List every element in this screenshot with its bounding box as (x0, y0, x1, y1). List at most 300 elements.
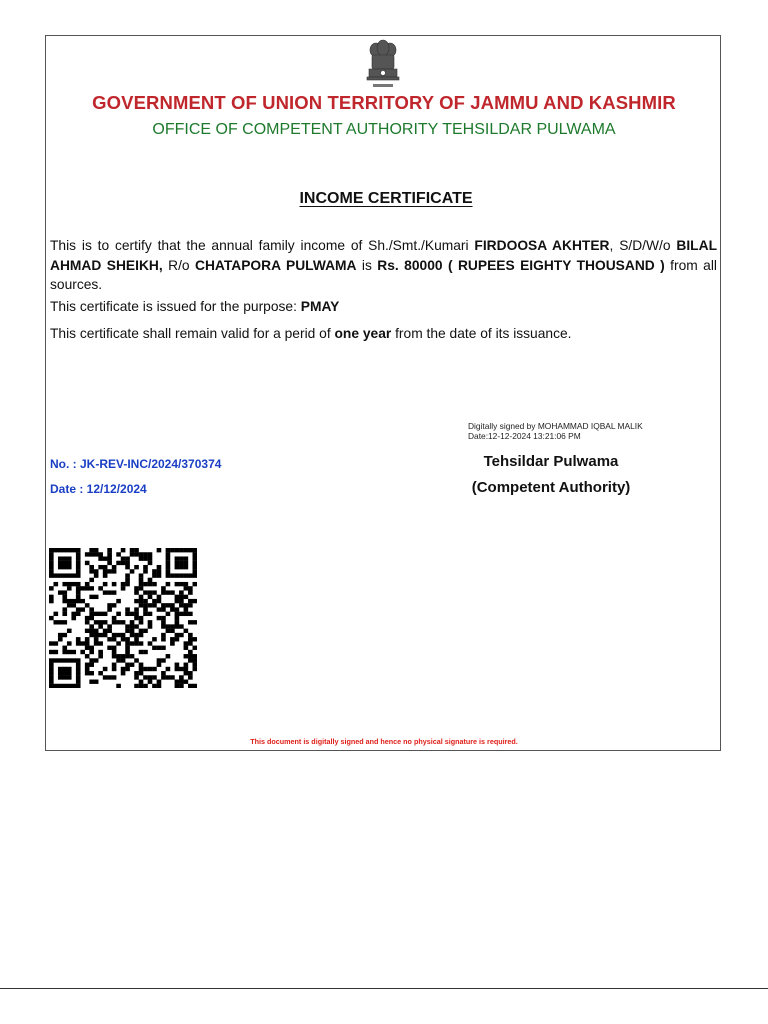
qr-module (193, 582, 197, 586)
qr-module (166, 612, 171, 616)
qr-module (188, 675, 193, 679)
qr-module (134, 624, 139, 628)
qr-module (49, 650, 54, 654)
qr-module (139, 680, 144, 684)
qr-module (193, 556, 197, 560)
qr-module (103, 590, 108, 594)
qr-module (98, 612, 103, 616)
qr-module (152, 582, 157, 586)
qr-module (157, 663, 162, 667)
qr-module (134, 612, 139, 616)
qr-module (139, 641, 144, 645)
qr-module (170, 637, 175, 641)
qr-module (116, 552, 121, 556)
qr-module (175, 680, 180, 684)
qr-module (166, 556, 171, 560)
qr-module (134, 637, 139, 641)
qr-module (121, 671, 126, 675)
qr-module (179, 565, 184, 569)
qr-module (85, 637, 90, 641)
qr-module (71, 658, 76, 662)
qr-module (139, 582, 144, 586)
qr-module (62, 595, 67, 599)
qr-module (89, 548, 94, 552)
qr-module (71, 616, 76, 620)
qr-module (121, 561, 126, 565)
qr-module (49, 552, 54, 556)
qr-module (125, 641, 130, 645)
qr-module (130, 552, 135, 556)
qr-module (94, 595, 99, 599)
qr-module (175, 561, 180, 565)
qr-module (157, 658, 162, 662)
qr-module (76, 607, 81, 611)
qr-module (107, 624, 112, 628)
qr-module (175, 637, 180, 641)
qr-module (94, 629, 99, 633)
qr-module (184, 680, 189, 684)
qr-module (85, 582, 90, 586)
qr-module (49, 561, 54, 565)
qr-module (139, 629, 144, 633)
qr-module (67, 561, 72, 565)
qr-module (89, 565, 94, 569)
qr-module (193, 573, 197, 577)
qr-module (184, 663, 189, 667)
digital-signature-block (468, 421, 643, 441)
qr-module (166, 629, 171, 633)
qr-module (188, 599, 193, 603)
qr-module (67, 603, 72, 607)
qr-module (130, 663, 135, 667)
qr-module (161, 671, 166, 675)
qr-module (49, 556, 54, 560)
qr-module (193, 654, 197, 658)
qr-module (139, 599, 144, 603)
qr-module (62, 684, 67, 688)
qr-module (49, 675, 54, 679)
qr-module (188, 658, 193, 662)
purpose: PMAY (300, 298, 340, 314)
qr-module (125, 612, 130, 616)
qr-module (161, 620, 166, 624)
qr-module (143, 599, 148, 603)
qr-module (67, 573, 72, 577)
qr-module (89, 646, 94, 650)
qr-module (125, 663, 130, 667)
qr-module (76, 548, 81, 552)
qr-module (94, 641, 99, 645)
qr-module (53, 612, 58, 616)
qr-module (58, 633, 63, 637)
certificate-title: INCOME CERTIFICATE (299, 190, 473, 207)
qr-module (175, 573, 180, 577)
qr-module (53, 620, 58, 624)
qr-module (193, 684, 197, 688)
qr-module (166, 667, 171, 671)
qr-module (62, 548, 67, 552)
qr-module (134, 548, 139, 552)
qr-module (130, 569, 135, 573)
qr-module (179, 603, 184, 607)
qr-module (143, 607, 148, 611)
qr-module (121, 582, 126, 586)
qr-module (161, 603, 166, 607)
government-title: GOVERNMENT OF UNION TERRITORY OF JAMMU AND KASHMIR (92, 92, 676, 113)
qr-module (130, 654, 135, 658)
qr-module (62, 556, 67, 560)
qr-module (143, 629, 148, 633)
qr-module (139, 684, 144, 688)
qr-module (184, 667, 189, 671)
qr-module (193, 658, 197, 662)
qr-module (89, 658, 94, 662)
qr-module (148, 556, 153, 560)
residence: CHATAPORA PULWAMA (195, 257, 357, 273)
qr-module (58, 565, 63, 569)
qr-module (89, 680, 94, 684)
qr-module (125, 573, 130, 577)
qr-module (139, 620, 144, 624)
qr-module (170, 573, 175, 577)
qr-module (179, 599, 184, 603)
qr-module (98, 671, 103, 675)
qr-module (175, 548, 180, 552)
qr-module (184, 629, 189, 633)
qr-module (188, 684, 193, 688)
qr-module (71, 612, 76, 616)
qr-module (76, 641, 81, 645)
qr-module (184, 612, 189, 616)
qr-module (161, 637, 166, 641)
qr-module (71, 548, 76, 552)
qr-module (89, 633, 94, 637)
qr-module (161, 607, 166, 611)
qr-module (116, 654, 121, 658)
qr-module (67, 641, 72, 645)
qr-module (49, 671, 54, 675)
authority-role: (Competent Authority) (471, 479, 631, 496)
qr-module (152, 667, 157, 671)
qr-module (125, 654, 130, 658)
qr-module (76, 599, 81, 603)
qr-module (148, 641, 153, 645)
qr-module (184, 548, 189, 552)
qr-module (188, 603, 193, 607)
qr-module (152, 569, 157, 573)
qr-module (103, 582, 108, 586)
qr-module (80, 641, 85, 645)
qr-module (143, 552, 148, 556)
qr-module (62, 658, 67, 662)
qr-module (130, 612, 135, 616)
qr-module (85, 671, 90, 675)
qr-module (49, 569, 54, 573)
qr-module (130, 641, 135, 645)
qr-module (175, 667, 180, 671)
qr-module (121, 620, 126, 624)
qr-module (98, 552, 103, 556)
qr-module (62, 561, 67, 565)
qr-module (98, 620, 103, 624)
qr-module (134, 586, 139, 590)
qr-module (62, 582, 67, 586)
qr-module (157, 684, 162, 688)
qr-module (148, 612, 153, 616)
qr-module (134, 565, 139, 569)
qr-module (134, 641, 139, 645)
qr-module (58, 684, 63, 688)
qr-module (139, 578, 144, 582)
qr-module (188, 637, 193, 641)
qr-module (107, 556, 112, 560)
qr-module (148, 578, 153, 582)
qr-module (85, 629, 90, 633)
qr-module (49, 680, 54, 684)
qr-module (94, 637, 99, 641)
qr-module (89, 671, 94, 675)
qr-module (161, 590, 166, 594)
qr-module (193, 646, 197, 650)
qr-module (125, 565, 130, 569)
qr-module (175, 633, 180, 637)
qr-module (161, 646, 166, 650)
qr-module (80, 607, 85, 611)
qr-module (148, 552, 153, 556)
qr-module (134, 616, 139, 620)
qr-module (125, 582, 130, 586)
qr-module (98, 556, 103, 560)
qr-module (85, 586, 90, 590)
qr-module (188, 654, 193, 658)
qr-module (107, 675, 112, 679)
qr-module (116, 684, 121, 688)
qr-module (179, 624, 184, 628)
qr-module (175, 556, 180, 560)
qr-module (130, 620, 135, 624)
qr-module (58, 637, 63, 641)
qr-module (76, 671, 81, 675)
qr-module (121, 548, 126, 552)
purpose-statement: This certificate is issued for the purpose: PMAY (50, 298, 340, 314)
qr-module (125, 561, 130, 565)
qr-module (179, 561, 184, 565)
qr-module (80, 650, 85, 654)
qr-module (94, 569, 99, 573)
qr-module (179, 675, 184, 679)
qr-module (125, 667, 130, 671)
qr-module (139, 616, 144, 620)
qr-module (170, 629, 175, 633)
qr-module (148, 603, 153, 607)
qr-module (179, 633, 184, 637)
qr-module (175, 607, 180, 611)
qr-module (112, 654, 117, 658)
qr-module (112, 667, 117, 671)
qr-module (85, 603, 90, 607)
qr-module (67, 599, 72, 603)
qr-module (67, 556, 72, 560)
qr-module (107, 607, 112, 611)
qr-module (112, 646, 117, 650)
qr-module (62, 646, 67, 650)
qr-module (184, 595, 189, 599)
qr-module (184, 603, 189, 607)
qr-module (58, 671, 63, 675)
page-bottom-rule (0, 988, 768, 989)
qr-module (175, 624, 180, 628)
qr-module (184, 607, 189, 611)
qr-module (170, 675, 175, 679)
qr-module (49, 565, 54, 569)
qr-code-icon[interactable] (49, 548, 197, 688)
qr-module (76, 565, 81, 569)
qr-module (134, 599, 139, 603)
qr-module (175, 620, 180, 624)
qr-module (188, 671, 193, 675)
qr-module (121, 633, 126, 637)
qr-module (143, 650, 148, 654)
qr-module (71, 603, 76, 607)
qr-module (143, 684, 148, 688)
qr-module (62, 620, 67, 624)
qr-module (170, 624, 175, 628)
qr-module (98, 650, 103, 654)
qr-module (67, 675, 72, 679)
qr-module (175, 663, 180, 667)
qr-module (76, 590, 81, 594)
qr-module (76, 612, 81, 616)
qr-module (166, 565, 171, 569)
qr-module (166, 590, 171, 594)
qr-module (152, 573, 157, 577)
qr-module (67, 629, 72, 633)
qr-module (89, 607, 94, 611)
qr-module (134, 633, 139, 637)
qr-module (62, 667, 67, 671)
qr-module (143, 603, 148, 607)
qr-module (184, 582, 189, 586)
qr-module (107, 552, 112, 556)
qr-module (76, 595, 81, 599)
qr-module (184, 561, 189, 565)
qr-module (175, 599, 180, 603)
authority-name: Tehsildar Pulwama (483, 453, 619, 470)
qr-module (193, 620, 197, 624)
qr-module (112, 650, 117, 654)
qr-module (58, 620, 63, 624)
qr-module (76, 561, 81, 565)
qr-module (67, 650, 72, 654)
qr-module (94, 552, 99, 556)
qr-module (103, 629, 108, 633)
qr-module (71, 582, 76, 586)
qr-module (139, 552, 144, 556)
qr-module (49, 586, 54, 590)
qr-module (62, 633, 67, 637)
qr-module (112, 616, 117, 620)
qr-module (148, 680, 153, 684)
qr-module (67, 565, 72, 569)
qr-module (112, 675, 117, 679)
qr-module (184, 586, 189, 590)
qr-module (157, 607, 162, 611)
qr-module (170, 590, 175, 594)
qr-module (49, 616, 54, 620)
qr-module (125, 629, 130, 633)
qr-module (89, 578, 94, 582)
qr-module (49, 658, 54, 662)
qr-module (53, 582, 58, 586)
qr-module (76, 675, 81, 679)
qr-module (134, 658, 139, 662)
qr-module (188, 633, 193, 637)
qr-module (184, 556, 189, 560)
digital-signature-date: Date:12-12-2024 13:21:06 PM (468, 431, 581, 441)
qr-module (49, 599, 54, 603)
qr-module (143, 590, 148, 594)
qr-module (184, 671, 189, 675)
qr-module (76, 552, 81, 556)
qr-module (76, 637, 81, 641)
qr-module (121, 637, 126, 641)
qr-module (188, 586, 193, 590)
qr-module (139, 671, 144, 675)
qr-module (116, 599, 121, 603)
qr-module (58, 675, 63, 679)
qr-module (89, 616, 94, 620)
qr-module (152, 599, 157, 603)
qr-module (49, 641, 54, 645)
qr-module (125, 556, 130, 560)
qr-module (143, 667, 148, 671)
qr-module (179, 590, 184, 594)
qr-module (49, 684, 54, 688)
qr-module (166, 654, 171, 658)
qr-module (188, 590, 193, 594)
qr-module (85, 646, 90, 650)
qr-module (188, 573, 193, 577)
qr-module (53, 548, 58, 552)
qr-module (161, 624, 166, 628)
qr-module (116, 612, 121, 616)
qr-module (76, 667, 81, 671)
qr-module (148, 590, 153, 594)
qr-module (184, 641, 189, 645)
qr-module (148, 561, 153, 565)
validity-statement: This certificate shall remain valid for a perid of one year from the date of its issuance. (50, 326, 572, 341)
qr-module (67, 684, 72, 688)
qr-module (134, 675, 139, 679)
qr-module (179, 548, 184, 552)
qr-module (98, 565, 103, 569)
qr-module (166, 552, 171, 556)
qr-module (98, 641, 103, 645)
qr-module (175, 582, 180, 586)
qr-module (130, 629, 135, 633)
qr-module (49, 595, 54, 599)
qr-module (157, 573, 162, 577)
qr-module (175, 612, 180, 616)
qr-module (179, 667, 184, 671)
qr-module (175, 565, 180, 569)
qr-module (188, 548, 193, 552)
qr-module (193, 663, 197, 667)
qr-module (161, 616, 166, 620)
qr-module (49, 663, 54, 667)
qr-module (130, 548, 135, 552)
qr-module (179, 595, 184, 599)
